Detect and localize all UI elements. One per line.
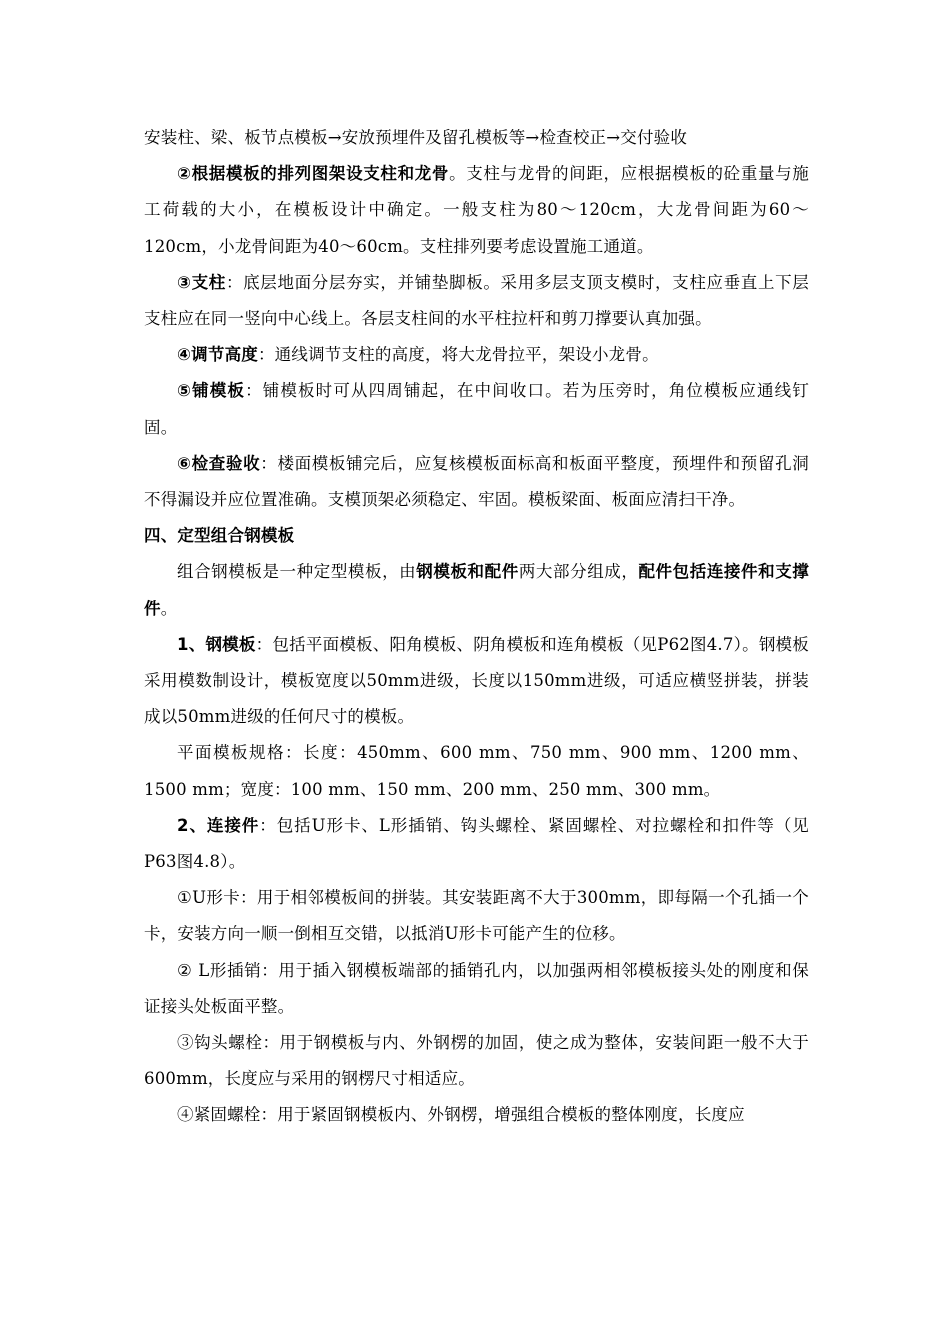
paragraph	[144, 1025, 809, 1097]
text-run: 安装柱、梁、板节点模板→安放预埋件及留孔模板等→检查校正→交付验收	[144, 128, 688, 147]
text-run: 平面模板规格：长度：450mm、600 mm、750 mm、900 mm、1200 mm、1500 mm；宽度：100 mm、150 mm、200 mm、250 mm、300 mm。	[144, 743, 809, 799]
text-run: ：通线调节支柱的高度，将大龙骨拉平，架设小龙骨。	[257, 345, 659, 365]
paragraph	[144, 735, 809, 807]
paragraph	[144, 156, 809, 265]
bold-text-run: ⑥检查验收	[177, 453, 261, 473]
paragraph	[144, 518, 809, 554]
text-run: ：底层地面分层夯实，并铺垫脚板。采用多层支顶支模时，支柱应垂直上下层支柱应在同一竖向中心线上。各层支柱间的水平柱拉杆和剪刀撑要认真加强。	[144, 272, 809, 329]
text-run: 。	[160, 598, 178, 618]
paragraph	[144, 808, 809, 880]
bold-text-run: 钢模板和配件	[416, 562, 519, 582]
body-text	[144, 120, 809, 1134]
paragraph	[144, 337, 809, 373]
paragraph	[144, 373, 809, 445]
text-run: 组合钢模板是一种定型模板，由	[177, 562, 417, 582]
paragraph	[144, 446, 809, 518]
text-run: ④紧固螺栓：用于紧固钢模板内、外钢楞，增强组合模板的整体刚度，长度应	[177, 1105, 745, 1125]
paragraph	[144, 554, 809, 626]
text-run: 两大部分组成，	[518, 562, 639, 582]
text-run: 。支柱与龙骨的间距，应根据模板的砼重量与施工荷载的大小，在模板设计中确定。一般支柱为80～120cm，大龙骨间距为60～120cm，小龙骨间距为40～60cm。支柱排列要考虑设置施工通道。	[144, 164, 809, 256]
text-run: ①U形卡：用于相邻模板间的拼装。其安装距离不大于300mm，即每隔一个孔插一个卡，安装方向一顺一倒相互交错，以抵消U形卡可能产生的位移。	[144, 888, 809, 944]
bold-text-run: ⑤铺模板	[177, 381, 246, 401]
bold-text-run: ②根据模板的排列图架设支柱和龙骨	[177, 164, 450, 184]
text-run: ：楼面模板铺完后，应复核模板面标高和板面平整度，预埋件和预留孔洞不得漏设并应位置准确。支模顶架必须稳定、牢固。模板梁面、板面应清扫干净。	[144, 453, 809, 510]
text-run: ③钩头螺栓：用于钢模板与内、外钢楞的加固，使之成为整体，安装间距一般不大于600mm，长度应与采用的钢楞尺寸相适应。	[144, 1033, 809, 1089]
paragraph	[144, 627, 809, 736]
text-run: ② L形插销：用于插入钢模板端部的插销孔内，以加强两相邻模板接头处的刚度和保证接头处板面平整。	[144, 960, 810, 1016]
bold-text-run: ④调节高度	[177, 345, 258, 365]
paragraph	[144, 120, 809, 156]
text-run: ：铺模板时可从四周铺起，在中间收口。若为压旁时，角位模板应通线钉固。	[144, 381, 809, 437]
bold-text-run: 配件包括连接件和支撑件	[144, 562, 809, 618]
bold-text-run: 四、定型组合钢模板	[144, 526, 295, 546]
bold-text-run: ③支柱	[177, 272, 226, 292]
paragraph	[144, 265, 809, 337]
paragraph	[144, 1097, 809, 1133]
text-run: ：包括U形卡、L形插销、钩头螺栓、紧固螺栓、对拉螺栓和扣件等（见P63图4.8）。	[144, 815, 809, 872]
text-run: ：包括平面模板、阳角模板、阴角模板和连角模板（见P62图4.7）。钢模板采用模数制设计，模板宽度以50mm进级，长度以150mm进级，可适应横竖拼装，拼装成以50mm进级的任何尺寸的模板。	[144, 634, 809, 727]
bold-text-run: 1、钢模板	[177, 634, 256, 654]
paragraph	[144, 953, 809, 1025]
bold-text-run: 2、连接件	[177, 815, 260, 835]
paragraph	[144, 880, 809, 952]
